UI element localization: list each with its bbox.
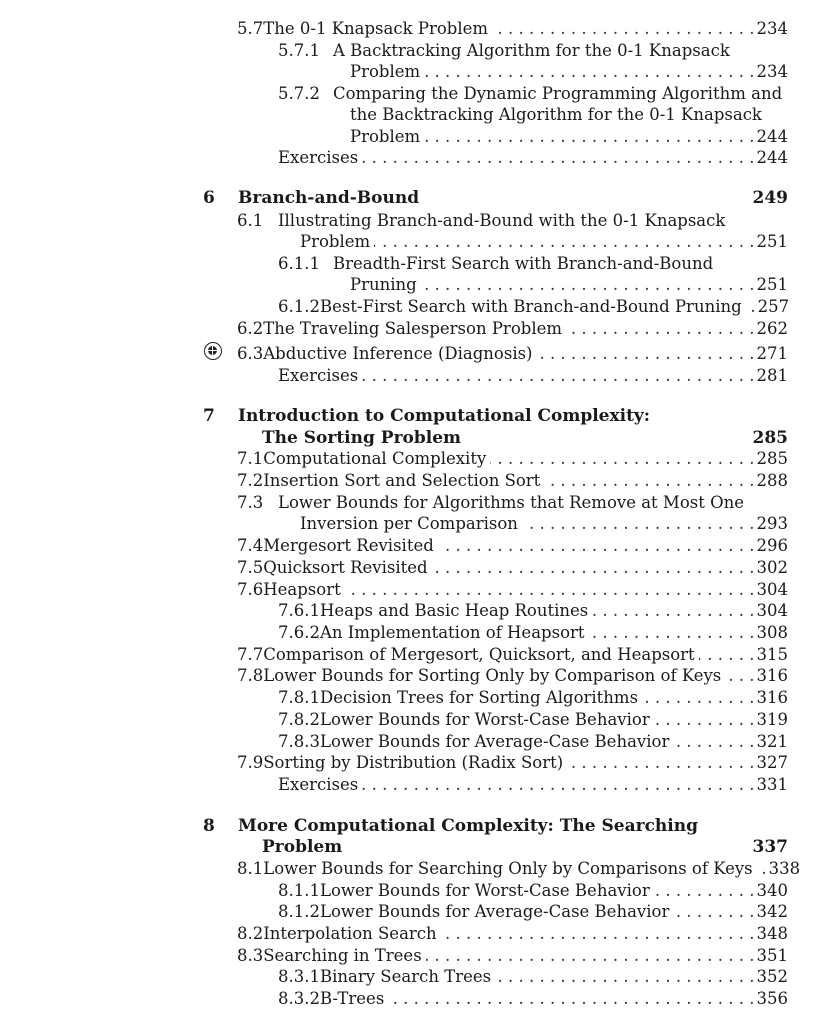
toc-entry-6-1-cont[interactable] bbox=[300, 231, 788, 253]
chapter-title: Branch-and-Bound bbox=[238, 188, 420, 208]
section-title: B-Trees bbox=[319, 989, 385, 1008]
section-title: Sorting by Distribution (Radix Sort) bbox=[263, 753, 564, 772]
page-number: 288 bbox=[756, 471, 788, 490]
dot-leader bbox=[426, 945, 755, 967]
section-title: Exercises bbox=[278, 775, 359, 794]
toc-entry-5-7-2-cont[interactable] bbox=[350, 104, 788, 126]
section-title-continued: Pruning bbox=[350, 275, 417, 294]
section-title: Lower Bounds for Worst-Case Behavior bbox=[319, 881, 650, 900]
dot-leader bbox=[388, 988, 754, 1010]
toc-entry-6-1[interactable] bbox=[237, 210, 788, 232]
section-number: 5.7 bbox=[237, 19, 264, 38]
page-number: 262 bbox=[756, 319, 788, 338]
toc-entry-7-1[interactable] bbox=[237, 448, 788, 470]
section-number: 7.7 bbox=[237, 645, 264, 664]
section-title: Comparing the Dynamic Programming Algorithm and bbox=[333, 84, 783, 103]
page-number: 321 bbox=[756, 732, 788, 751]
section-number: 7.6.1 bbox=[278, 601, 320, 620]
section-title: The Traveling Salesperson Problem bbox=[263, 319, 563, 338]
section-title: Mergesort Revisited bbox=[263, 536, 434, 555]
chapter-number: 6 bbox=[203, 188, 215, 208]
section-number: 7.8.3 bbox=[278, 732, 320, 751]
toc-entry-6-1-2[interactable] bbox=[278, 296, 788, 318]
toc-entry-7-2[interactable] bbox=[237, 470, 788, 492]
page-number: 316 bbox=[756, 666, 788, 685]
section-number: 7.2 bbox=[237, 471, 264, 490]
chapter-number: 7 bbox=[203, 406, 215, 426]
toc-entry-6-2[interactable] bbox=[237, 318, 788, 340]
dot-leader bbox=[362, 147, 754, 169]
toc-entry-7-8-1[interactable] bbox=[278, 687, 788, 709]
section-title: Searching in Trees bbox=[263, 946, 422, 965]
toc-entry-7-8[interactable] bbox=[237, 665, 788, 687]
toc-entry-7-6-2[interactable] bbox=[278, 622, 788, 644]
dot-leader bbox=[345, 579, 755, 601]
section-number: 8.1.1 bbox=[278, 881, 320, 900]
toc-chapter-8-cont[interactable] bbox=[262, 836, 788, 858]
dot-leader bbox=[725, 665, 754, 687]
dot-leader bbox=[673, 901, 754, 923]
section-title-continued: Problem bbox=[350, 127, 421, 146]
chapter-number: 8 bbox=[203, 816, 215, 836]
toc-entry-6-1-1[interactable] bbox=[278, 253, 788, 275]
page-number: 352 bbox=[756, 967, 788, 986]
dot-leader bbox=[490, 448, 754, 470]
page-number: 257 bbox=[757, 297, 790, 316]
dot-leader bbox=[438, 535, 755, 557]
section-number: 7.6 bbox=[237, 580, 264, 599]
chapter-title-continued: The Sorting Problem bbox=[262, 428, 462, 448]
section-title: Exercises bbox=[278, 366, 359, 385]
section-number: 5.7.2 bbox=[278, 84, 320, 103]
chapter-title-continued: Problem bbox=[262, 837, 343, 857]
section-title: Lower Bounds for Sorting Only by Comparison of Keys bbox=[263, 666, 722, 685]
section-title: Heaps and Basic Heap Routines bbox=[319, 601, 589, 620]
toc-entry-exercises-5[interactable] bbox=[278, 147, 788, 169]
dot-leader bbox=[441, 923, 755, 945]
page-number: 234 bbox=[756, 19, 788, 38]
page-number: 244 bbox=[756, 127, 788, 146]
section-number: 8.3 bbox=[237, 946, 264, 965]
page-number: 244 bbox=[756, 148, 788, 167]
toc-entry-exercises-7[interactable] bbox=[278, 774, 788, 796]
dot-leader bbox=[424, 61, 754, 83]
toc-entry-5-7-2[interactable] bbox=[278, 83, 788, 105]
toc-entry-6-3[interactable] bbox=[237, 343, 788, 365]
toc-entry-7-7[interactable] bbox=[237, 644, 788, 666]
starred-section-icon bbox=[204, 342, 222, 360]
section-number: 8.1 bbox=[237, 859, 264, 878]
dot-leader bbox=[654, 880, 755, 902]
section-title-continued: Inversion per Comparison bbox=[300, 514, 518, 533]
section-title: Decision Trees for Sorting Algorithms bbox=[319, 688, 639, 707]
toc-chapter-6[interactable] bbox=[203, 187, 788, 209]
section-title-continued: the Backtracking Algorithm for the 0-1 Knapsack bbox=[350, 105, 762, 124]
toc-entry-7-6[interactable] bbox=[237, 579, 788, 601]
section-number: 6.1.2 bbox=[278, 297, 320, 316]
page-number: 249 bbox=[752, 188, 788, 208]
section-number: 6.2 bbox=[237, 319, 264, 338]
page-number: 302 bbox=[756, 558, 788, 577]
page-number: 337 bbox=[752, 837, 788, 857]
section-number: 7.4 bbox=[237, 536, 264, 555]
section-title: Lower Bounds for Average-Case Behavior bbox=[319, 732, 670, 751]
page-number: 308 bbox=[756, 623, 788, 642]
toc-entry-7-3-cont[interactable] bbox=[300, 513, 788, 535]
dot-leader bbox=[589, 622, 755, 644]
page-number: 338 bbox=[768, 859, 801, 878]
toc-entry-8-1[interactable] bbox=[237, 858, 801, 880]
section-title: The 0-1 Knapsack Problem bbox=[263, 19, 489, 38]
section-title: Lower Bounds for Worst-Case Behavior bbox=[319, 710, 650, 729]
section-title: Abductive Inference (Diagnosis) bbox=[263, 344, 533, 363]
section-title: Lower Bounds for Average-Case Behavior bbox=[319, 902, 670, 921]
page-number: 234 bbox=[756, 62, 788, 81]
chapter-title: More Computational Complexity: The Searching bbox=[238, 816, 698, 836]
dot-leader bbox=[544, 470, 754, 492]
toc-entry-8-2[interactable] bbox=[237, 923, 788, 945]
dot-leader bbox=[492, 18, 754, 40]
section-number: 7.8.2 bbox=[278, 710, 320, 729]
toc-entry-7-6-1[interactable] bbox=[278, 600, 788, 622]
page-number: 351 bbox=[756, 946, 788, 965]
toc-entry-8-3-1[interactable] bbox=[278, 966, 788, 988]
section-number: 7.8 bbox=[237, 666, 264, 685]
dot-leader bbox=[495, 966, 754, 988]
toc-chapter-7-cont[interactable] bbox=[262, 427, 788, 449]
section-number: 7.3 bbox=[237, 493, 264, 512]
toc-entry-exercises-6[interactable] bbox=[278, 365, 788, 387]
dot-leader bbox=[362, 365, 754, 387]
section-number: 8.2 bbox=[237, 924, 264, 943]
page-number: 327 bbox=[756, 753, 788, 772]
dot-leader bbox=[592, 600, 754, 622]
toc-entry-7-8-2[interactable] bbox=[278, 709, 788, 731]
section-number: 7.8.1 bbox=[278, 688, 320, 707]
toc-entry-8-3-2[interactable] bbox=[278, 988, 788, 1010]
page-number: 251 bbox=[756, 275, 788, 294]
page-number: 296 bbox=[756, 536, 788, 555]
dot-leader bbox=[566, 318, 754, 340]
section-title: Comparison of Mergesort, Quicksort, and Heapsort bbox=[263, 645, 695, 664]
page-number: 319 bbox=[756, 710, 788, 729]
dot-leader bbox=[642, 687, 754, 709]
section-number: 7.9 bbox=[237, 753, 264, 772]
page-number: 271 bbox=[756, 344, 788, 363]
section-title: Computational Complexity bbox=[263, 449, 487, 468]
section-number: 7.5 bbox=[237, 558, 264, 577]
dot-leader bbox=[699, 644, 755, 666]
toc-entry-7-3[interactable] bbox=[237, 492, 788, 514]
section-title-continued: Problem bbox=[300, 232, 371, 251]
toc-entry-5-7-1[interactable] bbox=[278, 40, 788, 62]
section-title: A Backtracking Algorithm for the 0-1 Knapsack bbox=[333, 41, 730, 60]
section-number: 8.1.2 bbox=[278, 902, 320, 921]
page-number: 315 bbox=[756, 645, 788, 664]
page-number: 304 bbox=[756, 601, 788, 620]
toc-entry-8-1-2[interactable] bbox=[278, 901, 788, 923]
toc-entry-8-3[interactable] bbox=[237, 945, 788, 967]
section-title: Quicksort Revisited bbox=[263, 558, 428, 577]
dot-leader bbox=[374, 231, 754, 253]
page-number: 304 bbox=[756, 580, 788, 599]
section-number: 5.7.1 bbox=[278, 41, 320, 60]
page-number: 316 bbox=[756, 688, 788, 707]
section-title-continued: Problem bbox=[350, 62, 421, 81]
dot-leader bbox=[362, 774, 754, 796]
page-number: 340 bbox=[756, 881, 788, 900]
toc-entry-5-7[interactable] bbox=[237, 18, 788, 40]
dot-leader bbox=[567, 752, 754, 774]
dot-leader bbox=[757, 858, 767, 880]
section-number: 6.1 bbox=[237, 211, 264, 230]
page-number: 285 bbox=[752, 428, 788, 448]
page-number: 251 bbox=[756, 232, 788, 251]
page-number: 281 bbox=[756, 366, 788, 385]
page-number: 331 bbox=[756, 775, 788, 794]
section-title: Lower Bounds for Algorithms that Remove at Most One bbox=[278, 493, 745, 512]
toc-entry-7-9[interactable] bbox=[237, 752, 788, 774]
page-number: 348 bbox=[756, 924, 788, 943]
dot-leader bbox=[537, 343, 755, 365]
toc-entry-7-8-3[interactable] bbox=[278, 731, 788, 753]
chapter-title: Introduction to Computational Complexity: bbox=[238, 406, 651, 426]
section-title: An Implementation of Heapsort bbox=[319, 623, 585, 642]
toc-entry-5-7-1-cont[interactable] bbox=[350, 61, 788, 83]
section-number: 8.3.2 bbox=[278, 989, 320, 1008]
dot-leader bbox=[421, 274, 755, 296]
section-title: Heapsort bbox=[263, 580, 341, 599]
dot-leader bbox=[522, 513, 755, 535]
toc-entry-7-4[interactable] bbox=[237, 535, 788, 557]
dot-leader bbox=[432, 557, 755, 579]
section-number: 6.1.1 bbox=[278, 254, 320, 273]
toc-chapter-8[interactable] bbox=[203, 815, 788, 837]
toc-entry-8-1-1[interactable] bbox=[278, 880, 788, 902]
section-title: Best-First Search with Branch-and-Bound Pruning bbox=[319, 297, 742, 316]
dot-leader bbox=[746, 296, 756, 318]
page-number: 285 bbox=[756, 449, 788, 468]
section-title: Binary Search Trees bbox=[319, 967, 492, 986]
dot-leader bbox=[654, 709, 755, 731]
section-number: 6.3 bbox=[237, 344, 264, 363]
section-title: Interpolation Search bbox=[263, 924, 437, 943]
toc-entry-7-5[interactable] bbox=[237, 557, 788, 579]
section-number: 7.1 bbox=[237, 449, 264, 468]
section-title: Exercises bbox=[278, 148, 359, 167]
dot-leader bbox=[673, 731, 754, 753]
section-title: Breadth-First Search with Branch-and-Bound bbox=[333, 254, 714, 273]
section-number: 8.3.1 bbox=[278, 967, 320, 986]
section-title: Lower Bounds for Searching Only by Comparisons of Keys bbox=[263, 859, 753, 878]
dot-leader bbox=[424, 126, 754, 148]
page-number: 293 bbox=[756, 514, 788, 533]
section-title: Insertion Sort and Selection Sort bbox=[263, 471, 541, 490]
toc-chapter-7[interactable] bbox=[203, 405, 788, 427]
toc-entry-6-1-1-cont[interactable] bbox=[350, 274, 788, 296]
section-title: Illustrating Branch-and-Bound with the 0-1 Knapsack bbox=[278, 211, 726, 230]
section-number: 7.6.2 bbox=[278, 623, 320, 642]
page-number: 342 bbox=[756, 902, 788, 921]
toc-entry-5-7-2-cont2[interactable] bbox=[350, 126, 788, 148]
page-number: 356 bbox=[756, 989, 788, 1008]
